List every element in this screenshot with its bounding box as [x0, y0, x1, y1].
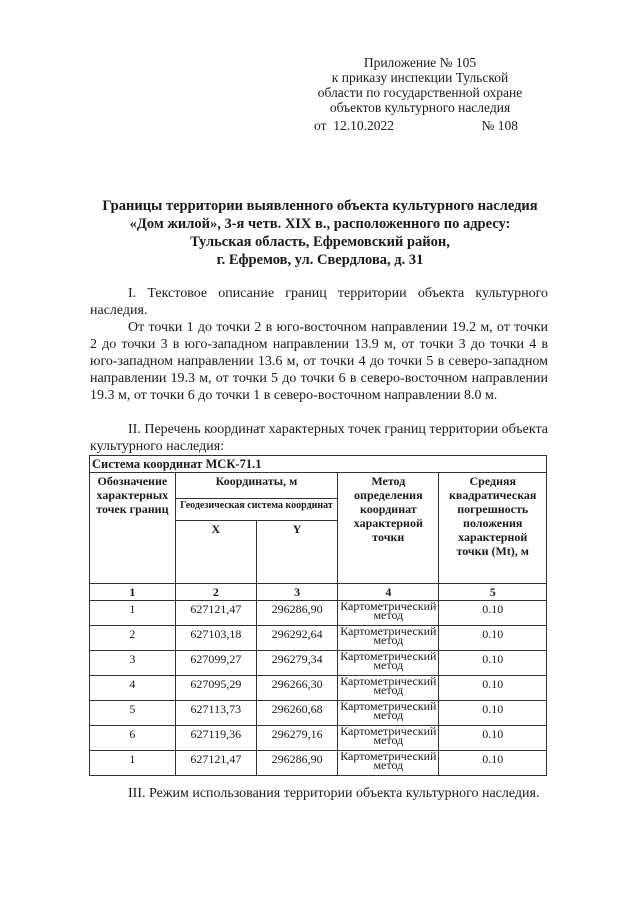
coord-x: 627119,36 — [175, 726, 256, 751]
coord-x: 627099,27 — [175, 651, 256, 676]
method: Картометрический метод — [338, 676, 439, 701]
table-row — [90, 626, 547, 651]
point-id: 1 — [90, 601, 176, 626]
method: Картометрический метод — [338, 651, 439, 676]
header-method: Метод определения координат характерной точки — [338, 473, 439, 584]
coordinate-system: Система координат МСК-71.1 — [90, 456, 547, 473]
error: 0.10 — [439, 676, 547, 701]
table-row — [90, 701, 547, 726]
coord-y: 296286,90 — [256, 751, 337, 776]
column-number: 3 — [256, 584, 337, 601]
title-line-3: Тульская область, Ефремовский район, — [190, 234, 450, 250]
coord-x: 627121,47 — [175, 751, 256, 776]
header-coordinates: Координаты, м — [175, 473, 337, 499]
error: 0.10 — [439, 626, 547, 651]
column-number: 1 — [90, 584, 176, 601]
order-number: № 108 — [481, 118, 518, 133]
method: Картометрический метод — [338, 726, 439, 751]
point-id: 4 — [90, 676, 176, 701]
point-id: 6 — [90, 726, 176, 751]
error: 0.10 — [439, 701, 547, 726]
date-prefix: от — [314, 118, 327, 133]
boundary-description — [90, 319, 548, 404]
appendix-line-3: области по государственной охране — [317, 85, 523, 100]
appendix-line-1: Приложение № 105 — [363, 55, 477, 70]
order-date-row — [300, 118, 540, 133]
method: Картометрический метод — [338, 601, 439, 626]
coord-y: 296279,16 — [256, 726, 337, 751]
table-row — [90, 676, 547, 701]
title-line-1: Границы территории выявленного объекта культурного наследия — [102, 198, 538, 214]
boundary-description-text: От точки 1 до точки 2 в юго-восточном направлении 19.2 м, от точки 2 до точки 3 в юго-западном направлении 13.9 м, от точки 3 до точки 4 в юго-западном направлении 13.6 м, от точки 4 до точки 5 в северо-западном направлении 19.3 м, от точки 5 до точки 6 в северо-восточном направлении 19.3 м, от точки 6 до точки 1 в северо-восточном направлении 8.0 м. — [90, 320, 548, 403]
title-line-2: «Дом жилой», 3-я четв. XIX в., расположенного по адресу: — [129, 216, 511, 232]
point-id: 2 — [90, 626, 176, 651]
coord-x: 627103,18 — [175, 626, 256, 651]
method: Картометрический метод — [338, 701, 439, 726]
point-id: 1 — [90, 751, 176, 776]
section-3-heading-text: III. Режим использования территории объекта культурного наследия. — [128, 786, 540, 801]
section-2-heading-text: II. Перечень координат характерных точек границ территории объекта культурного наследия: — [90, 422, 548, 454]
column-number-row — [90, 584, 547, 601]
table-row — [90, 601, 547, 626]
section-2-heading — [90, 421, 548, 455]
section-3-heading — [90, 785, 548, 802]
title-line-4: г. Ефремов, ул. Свердлова, д. 31 — [216, 252, 424, 268]
coord-x: 627121,47 — [175, 601, 256, 626]
coord-x: 627113,73 — [175, 701, 256, 726]
column-number: 2 — [175, 584, 256, 601]
table-row — [90, 726, 547, 751]
error: 0.10 — [439, 726, 547, 751]
header-designation: Обозначение характерных точек границ — [90, 473, 176, 584]
section-1-heading-text: I. Текстовое описание границ территории объекта культурного наследия. — [90, 286, 548, 318]
coord-x: 627095,29 — [175, 676, 256, 701]
table-row — [90, 651, 547, 676]
coord-y: 296266,30 — [256, 676, 337, 701]
appendix-line-4: объектов культурного наследия — [329, 100, 511, 115]
order-date — [314, 118, 394, 133]
appendix-line-2: к приказу инспекции Тульской — [331, 70, 509, 85]
coord-y: 296292,64 — [256, 626, 337, 651]
column-number: 4 — [338, 584, 439, 601]
point-id: 3 — [90, 651, 176, 676]
method: Картометрический метод — [338, 751, 439, 776]
document-title — [80, 197, 560, 269]
appendix-header — [300, 55, 540, 133]
coord-y: 296260,68 — [256, 701, 337, 726]
header-x: X — [175, 521, 256, 584]
section-1-heading — [90, 285, 548, 319]
coordinates-table — [89, 455, 547, 776]
coord-y: 296286,90 — [256, 601, 337, 626]
header-y: Y — [256, 521, 337, 584]
header-geodesic-system: Геодезическая система координат — [175, 498, 337, 521]
method: Картометрический метод — [338, 626, 439, 651]
error: 0.10 — [439, 651, 547, 676]
column-number: 5 — [439, 584, 547, 601]
error: 0.10 — [439, 601, 547, 626]
table-row — [90, 751, 547, 776]
date-value: 12.10.2022 — [333, 118, 394, 133]
header-error: Средняя квадратическая погрешность положения характерной точки (Mt), м — [439, 473, 547, 584]
coord-y: 296279,34 — [256, 651, 337, 676]
error: 0.10 — [439, 751, 547, 776]
point-id: 5 — [90, 701, 176, 726]
